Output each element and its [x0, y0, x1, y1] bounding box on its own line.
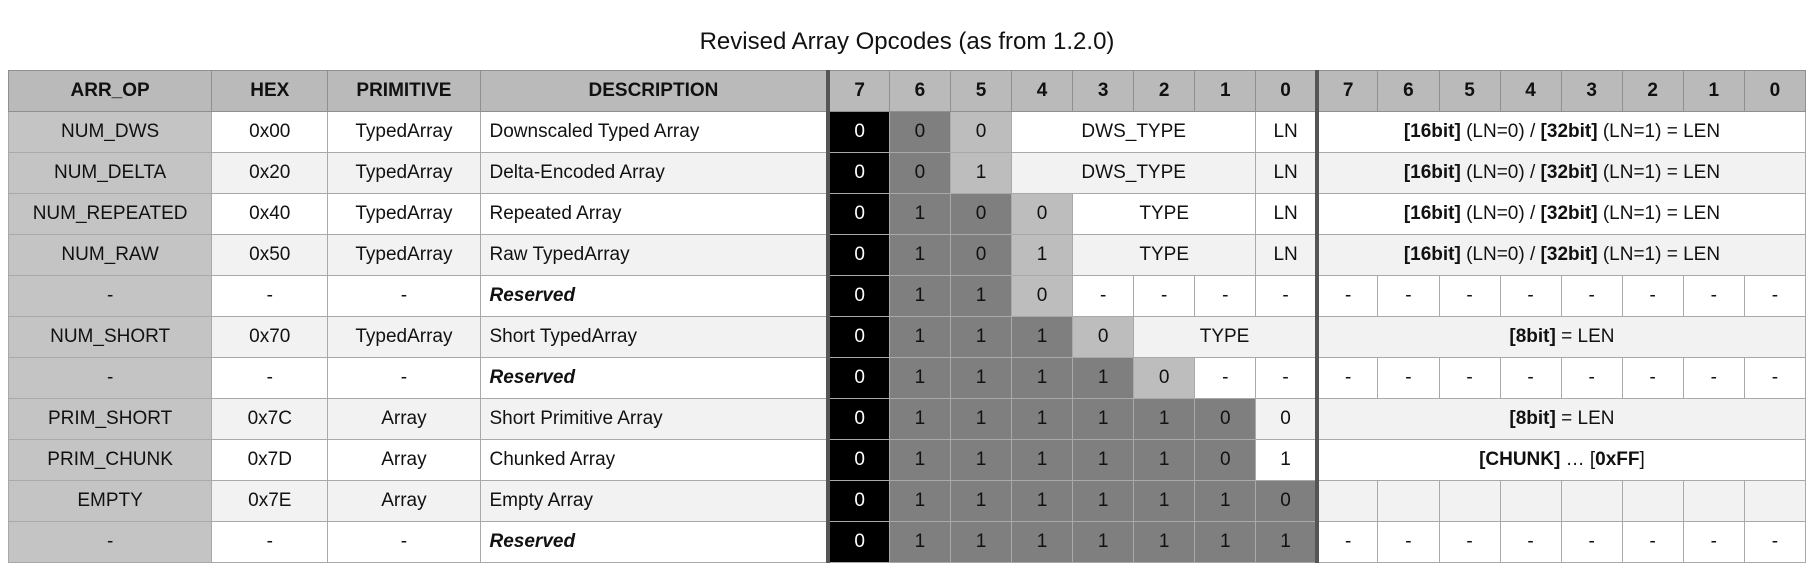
bit-cell: 1	[1073, 440, 1134, 481]
header-bit-a7: 7	[828, 71, 889, 112]
type-field-cell: DWS_TYPE	[1012, 112, 1256, 153]
bit-cell: -	[1256, 358, 1317, 399]
length-part: [16bit]	[1403, 121, 1461, 142]
bit-cell: 1	[951, 317, 1012, 358]
header-bit-b3: 3	[1561, 71, 1622, 112]
bit-cell: 1	[1012, 317, 1073, 358]
empty-len-cell	[1683, 481, 1744, 522]
len-bit-cell: -	[1683, 276, 1744, 317]
empty-len-cell	[1561, 481, 1622, 522]
len-bit-cell: -	[1500, 358, 1561, 399]
len-bit-cell: -	[1500, 276, 1561, 317]
header-bit-a3: 3	[1073, 71, 1134, 112]
len-bit-cell: -	[1378, 276, 1439, 317]
length-part: (LN=0) /	[1460, 121, 1541, 142]
length-part: (LN=1) = LEN	[1597, 162, 1721, 183]
header-bit-b1: 1	[1683, 71, 1744, 112]
ln-cell: LN	[1256, 112, 1317, 153]
ln-cell: LN	[1256, 153, 1317, 194]
bit-cell: 1	[1195, 481, 1256, 522]
bit-cell: 1	[1073, 481, 1134, 522]
bit-cell: 1	[889, 481, 950, 522]
len-bit-cell: -	[1439, 358, 1500, 399]
bit-cell: 0	[1134, 358, 1195, 399]
bit-cell: 0	[1073, 317, 1134, 358]
len-bit-cell: -	[1561, 276, 1622, 317]
table-row	[9, 276, 1806, 317]
header-bit-a1: 1	[1195, 71, 1256, 112]
bit-cell: 1	[889, 522, 950, 563]
bit-cell: 1	[1012, 399, 1073, 440]
length-cell	[1317, 153, 1806, 194]
bit-cell: 1	[1073, 358, 1134, 399]
arr-op-cell: PRIM_SHORT	[9, 399, 212, 440]
bit-cell: 1	[951, 522, 1012, 563]
description-cell: Short TypedArray	[480, 317, 828, 358]
length-cell	[1317, 440, 1806, 481]
header-bit-b5: 5	[1439, 71, 1500, 112]
description-cell: Reserved	[480, 358, 828, 399]
length-cell	[1317, 194, 1806, 235]
bit-cell: 1	[951, 358, 1012, 399]
hex-cell: -	[212, 358, 328, 399]
description-cell: Raw TypedArray	[480, 235, 828, 276]
bit-cell: 0	[828, 440, 889, 481]
hex-cell: -	[212, 276, 328, 317]
description-cell: Reserved	[480, 276, 828, 317]
length-part: [16bit]	[1403, 162, 1461, 183]
header-bit-a4: 4	[1012, 71, 1073, 112]
hex-cell: 0x7D	[212, 440, 328, 481]
arr-op-cell: NUM_SHORT	[9, 317, 212, 358]
length-cell	[1317, 399, 1806, 440]
bit-cell: 1	[889, 276, 950, 317]
bit-cell: 1	[1073, 522, 1134, 563]
bit-cell: 0	[828, 276, 889, 317]
table-row	[9, 317, 1806, 358]
hex-cell: 0x7C	[212, 399, 328, 440]
bit-cell: 1	[889, 358, 950, 399]
bit-cell: 1	[1012, 358, 1073, 399]
empty-len-cell	[1439, 481, 1500, 522]
header-bit-b4: 4	[1500, 71, 1561, 112]
bit-cell: 1	[951, 153, 1012, 194]
bit-cell: 1	[951, 276, 1012, 317]
empty-len-cell	[1744, 481, 1805, 522]
primitive-cell: TypedArray	[328, 317, 480, 358]
description-cell: Delta-Encoded Array	[480, 153, 828, 194]
bit-cell: 0	[828, 399, 889, 440]
length-part: [32bit]	[1540, 203, 1598, 224]
len-bit-cell: -	[1744, 358, 1805, 399]
table-row	[9, 153, 1806, 194]
description-cell: Short Primitive Array	[480, 399, 828, 440]
bit-cell: 0	[828, 522, 889, 563]
bit-cell: 1	[1012, 522, 1073, 563]
bit-cell: 0	[1195, 399, 1256, 440]
description-cell: Empty Array	[480, 481, 828, 522]
bit-cell: 0	[951, 112, 1012, 153]
len-bit-cell: -	[1439, 276, 1500, 317]
table-row	[9, 194, 1806, 235]
bit-cell: 1	[889, 317, 950, 358]
bit-cell: -	[1195, 276, 1256, 317]
len-bit-cell: -	[1561, 358, 1622, 399]
length-part: … [	[1560, 449, 1596, 470]
primitive-cell: TypedArray	[328, 153, 480, 194]
len-bit-cell: -	[1317, 358, 1378, 399]
length-part: (LN=1) = LEN	[1597, 203, 1721, 224]
bit-cell: 1	[1256, 522, 1317, 563]
length-cell	[1317, 235, 1806, 276]
length-part: (LN=0) /	[1460, 162, 1541, 183]
length-part: ]	[1639, 449, 1645, 470]
table-row	[9, 358, 1806, 399]
header-bit-a2: 2	[1134, 71, 1195, 112]
empty-len-cell	[1500, 481, 1561, 522]
header-bit-b2: 2	[1622, 71, 1683, 112]
bit-cell: 1	[1134, 481, 1195, 522]
table-row	[9, 112, 1806, 153]
bit-cell: 0	[828, 153, 889, 194]
primitive-cell: Array	[328, 440, 480, 481]
len-bit-cell: -	[1500, 522, 1561, 563]
opcode-table	[8, 70, 1806, 563]
bit-cell: 1	[1073, 399, 1134, 440]
bit-cell: 1	[951, 440, 1012, 481]
empty-len-cell	[1622, 481, 1683, 522]
len-bit-cell: -	[1622, 358, 1683, 399]
length-part: 0xFF	[1595, 449, 1640, 470]
len-bit-cell: -	[1378, 358, 1439, 399]
length-part: [8bit]	[1509, 408, 1556, 429]
len-bit-cell: -	[1622, 276, 1683, 317]
description-cell: Downscaled Typed Array	[480, 112, 828, 153]
len-bit-cell: -	[1744, 522, 1805, 563]
len-bit-cell: -	[1683, 522, 1744, 563]
bit-cell: 1	[1134, 399, 1195, 440]
header-bit-a6: 6	[889, 71, 950, 112]
length-part: [32bit]	[1540, 244, 1598, 265]
header-bit-b0: 0	[1744, 71, 1805, 112]
arr-op-cell: NUM_DELTA	[9, 153, 212, 194]
bit-cell: 1	[1012, 440, 1073, 481]
header-hex: HEX	[212, 71, 328, 112]
hex-cell: 0x40	[212, 194, 328, 235]
header-bit-a5: 5	[951, 71, 1012, 112]
bit-cell: -	[1134, 276, 1195, 317]
table-row	[9, 522, 1806, 563]
length-part: [32bit]	[1540, 162, 1598, 183]
arr-op-cell: EMPTY	[9, 481, 212, 522]
len-bit-cell: -	[1378, 522, 1439, 563]
len-bit-cell: -	[1744, 276, 1805, 317]
bit-cell: 0	[828, 358, 889, 399]
bit-cell: 0	[1012, 276, 1073, 317]
bit-cell: 1	[1134, 440, 1195, 481]
length-part: [16bit]	[1403, 244, 1461, 265]
hex-cell: 0x50	[212, 235, 328, 276]
bit-cell: 0	[828, 481, 889, 522]
bit-cell: 1	[1256, 440, 1317, 481]
length-cell	[1317, 112, 1806, 153]
primitive-cell: -	[328, 276, 480, 317]
hex-cell: 0x7E	[212, 481, 328, 522]
ln-cell: LN	[1256, 235, 1317, 276]
bit-cell: 1	[889, 235, 950, 276]
bit-cell: 0	[889, 153, 950, 194]
header-description: DESCRIPTION	[480, 71, 828, 112]
bit-cell: 0	[951, 194, 1012, 235]
type-field-cell: DWS_TYPE	[1012, 153, 1256, 194]
bit-cell: 1	[1012, 481, 1073, 522]
length-part: [16bit]	[1403, 203, 1461, 224]
bit-cell: 0	[828, 194, 889, 235]
bit-cell: 1	[889, 440, 950, 481]
bit-cell: 1	[889, 399, 950, 440]
bit-cell: 0	[828, 317, 889, 358]
bit-cell: 0	[1012, 194, 1073, 235]
primitive-cell: TypedArray	[328, 235, 480, 276]
bit-cell: 1	[1134, 522, 1195, 563]
length-part: (LN=1) = LEN	[1597, 121, 1721, 142]
length-part: (LN=0) /	[1460, 203, 1541, 224]
length-part: [8bit]	[1509, 326, 1556, 347]
arr-op-cell: NUM_REPEATED	[9, 194, 212, 235]
arr-op-cell: NUM_RAW	[9, 235, 212, 276]
arr-op-cell: PRIM_CHUNK	[9, 440, 212, 481]
length-cell	[1317, 317, 1806, 358]
bit-cell: 1	[1195, 522, 1256, 563]
bit-cell: -	[1256, 276, 1317, 317]
type-field-cell: TYPE	[1073, 235, 1256, 276]
len-bit-cell: -	[1622, 522, 1683, 563]
bit-cell: 0	[828, 112, 889, 153]
type-field-cell: TYPE	[1134, 317, 1317, 358]
table-row	[9, 440, 1806, 481]
table-row	[9, 481, 1806, 522]
len-bit-cell: -	[1561, 522, 1622, 563]
header-bit-b7: 7	[1317, 71, 1378, 112]
bit-cell: 0	[828, 235, 889, 276]
length-part: (LN=1) = LEN	[1597, 244, 1721, 265]
header-primitive: PRIMITIVE	[328, 71, 480, 112]
table-row	[9, 235, 1806, 276]
bit-cell: 1	[1012, 235, 1073, 276]
primitive-cell: Array	[328, 481, 480, 522]
arr-op-cell: -	[9, 358, 212, 399]
header-bit-a0: 0	[1256, 71, 1317, 112]
primitive-cell: TypedArray	[328, 194, 480, 235]
arr-op-cell: -	[9, 522, 212, 563]
primitive-cell: Array	[328, 399, 480, 440]
primitive-cell: -	[328, 522, 480, 563]
empty-len-cell	[1317, 481, 1378, 522]
bit-cell: 0	[1256, 481, 1317, 522]
len-bit-cell: -	[1317, 522, 1378, 563]
page-title: Revised Array Opcodes (as from 1.2.0)	[699, 28, 1115, 55]
bit-cell: 0	[1195, 440, 1256, 481]
bit-cell: 1	[889, 194, 950, 235]
bit-cell: -	[1073, 276, 1134, 317]
type-field-cell: TYPE	[1073, 194, 1256, 235]
hex-cell: 0x70	[212, 317, 328, 358]
header-arr-op: ARR_OP	[9, 71, 212, 112]
bit-cell: 0	[1256, 399, 1317, 440]
bit-cell: 0	[889, 112, 950, 153]
arr-op-cell: NUM_DWS	[9, 112, 212, 153]
len-bit-cell: -	[1683, 358, 1744, 399]
hex-cell: -	[212, 522, 328, 563]
primitive-cell: -	[328, 358, 480, 399]
bit-cell: 0	[951, 235, 1012, 276]
length-part: = LEN	[1555, 326, 1615, 347]
length-part: (LN=0) /	[1460, 244, 1541, 265]
len-bit-cell: -	[1317, 276, 1378, 317]
primitive-cell: TypedArray	[328, 112, 480, 153]
bit-cell: 1	[951, 399, 1012, 440]
empty-len-cell	[1378, 481, 1439, 522]
length-part: = LEN	[1555, 408, 1615, 429]
description-cell: Repeated Array	[480, 194, 828, 235]
hex-cell: 0x20	[212, 153, 328, 194]
ln-cell: LN	[1256, 194, 1317, 235]
len-bit-cell: -	[1439, 522, 1500, 563]
description-cell: Reserved	[480, 522, 828, 563]
hex-cell: 0x00	[212, 112, 328, 153]
table-row	[9, 399, 1806, 440]
length-part: [CHUNK]	[1479, 449, 1561, 470]
arr-op-cell: -	[9, 276, 212, 317]
length-part: [32bit]	[1540, 121, 1598, 142]
header-bit-b6: 6	[1378, 71, 1439, 112]
bit-cell: -	[1195, 358, 1256, 399]
header-row	[9, 71, 1806, 112]
description-cell: Chunked Array	[480, 440, 828, 481]
bit-cell: 1	[951, 481, 1012, 522]
